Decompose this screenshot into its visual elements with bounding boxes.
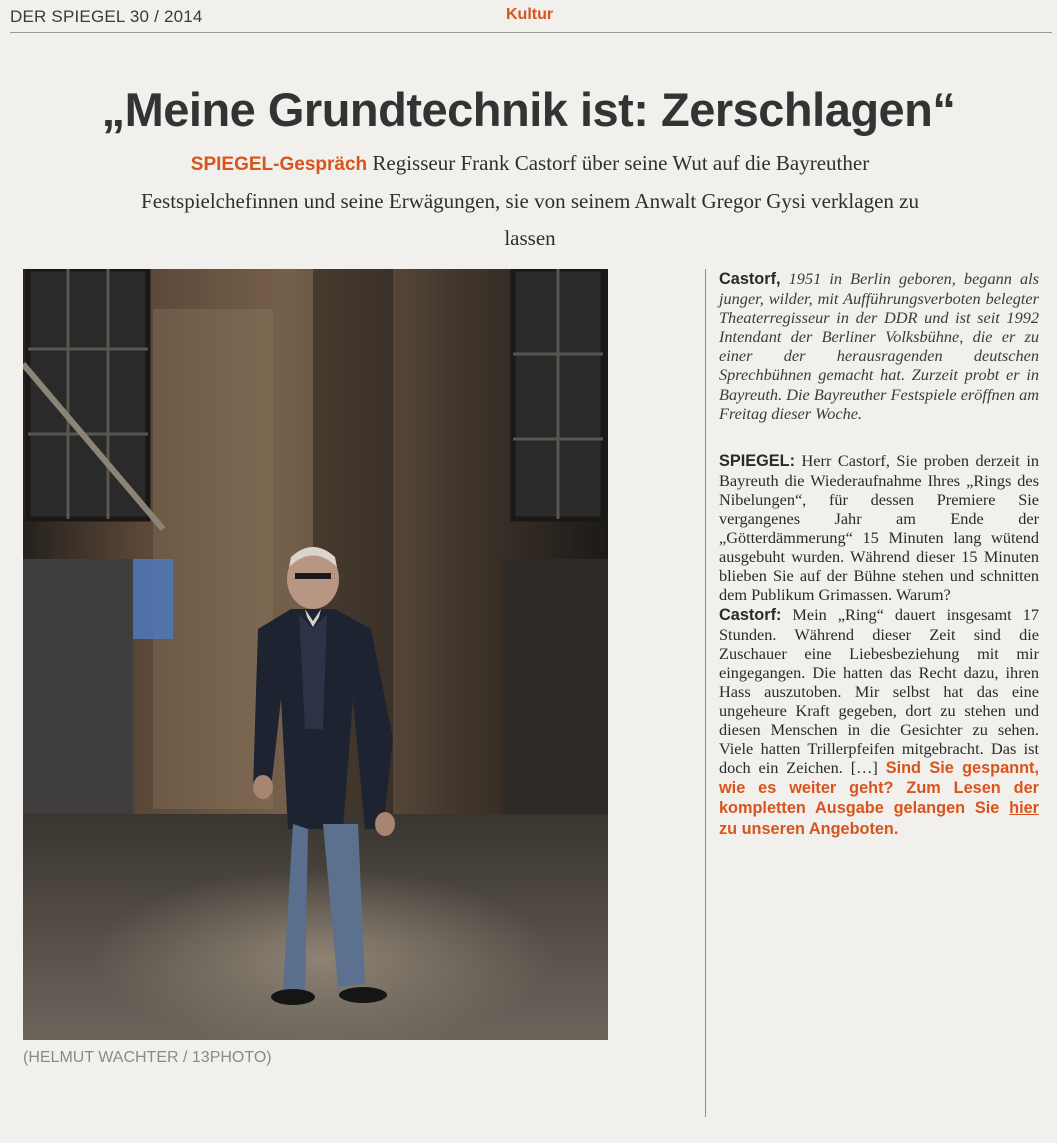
- answer-speaker: Castorf:: [719, 605, 782, 624]
- standfirst-text: Regisseur Frank Castorf über seine Wut auf die Bayreuther Festspielchefinnen und seine Erwägungen, sie von seinem Anwalt Gregor Gysi verklagen zu lassen: [141, 151, 919, 250]
- page-header: [10, 0, 1052, 33]
- answer-paragraph: [719, 605, 1039, 839]
- bio-name: Castorf,: [719, 270, 781, 288]
- question-paragraph: [719, 451, 1039, 605]
- question-speaker: SPIEGEL:: [719, 451, 795, 470]
- section-label[interactable]: Kultur: [506, 6, 554, 23]
- teaser-text: Sind Sie gespannt, wie es weiter geht? Zum Lesen der kompletten Ausgabe gelangen Sie: [719, 759, 1039, 818]
- answer-text: Mein „Ring“ dauert insgesamt 17 Stunden. Während dieser Zeit sind die Zuschauer eine Liebesbeziehung mit mir eingegangen. Die hatten das Recht dazu, ihren Hass auszutoben. Mir selbst hat das eine ungeheure Kraft gegeben, dort zu stehen und diesen Menschen in die Gesichter zu sehen. Viele hatten Trillerpfeifen mitgebracht. Das ist doch ein Zeichen. […]: [719, 604, 1039, 778]
- column-divider: [705, 269, 706, 1117]
- interview-body: [719, 451, 1039, 839]
- standfirst: [118, 145, 942, 257]
- article-photo: [23, 269, 608, 1040]
- standfirst-kicker: SPIEGEL-Gespräch: [190, 154, 368, 175]
- photo-illustration: [23, 269, 608, 1040]
- bio-paragraph: [719, 269, 1039, 423]
- teaser-tail: zu unseren Angeboten.: [719, 819, 899, 838]
- question-text: Herr Castorf, Sie proben derzeit in Bayreuth die Wiederaufnahme Ihres „Rings des Nibelungen“, für dessen Premiere Sie vergangenes Jahr am Ende der „Götterdämmerung“ 15 Minuten lang wütend ausgebuht wurden. Während dieser 15 Minuten blieben Sie auf der Bühne stehen und schnitten dem Publikum Grimassen. Warum?: [719, 450, 1039, 605]
- subscribe-link[interactable]: hier: [1009, 799, 1039, 818]
- photo-credit: (HELMUT WACHTER / 13PHOTO): [23, 1049, 272, 1066]
- article-text-column: [719, 269, 1039, 839]
- bio-text: 1951 in Berlin geboren, begann als junger, wilder, mit Aufführungsverboten belegter Theaterregisseur in der DDR und ist seit 1992 Intendant der Berliner Volksbühne, die er zu einer der herausragenden deutschen Sprechbühnen gemacht hat. Zurzeit probt er in Bayreuth. Die Bayreuther Festspiele eröffnen am Freitag dieser Woche.: [719, 269, 1039, 423]
- headline: „Meine Grundtechnik ist: Zerschlagen“: [101, 83, 956, 136]
- issue-label: DER SPIEGEL 30 / 2014: [10, 7, 203, 26]
